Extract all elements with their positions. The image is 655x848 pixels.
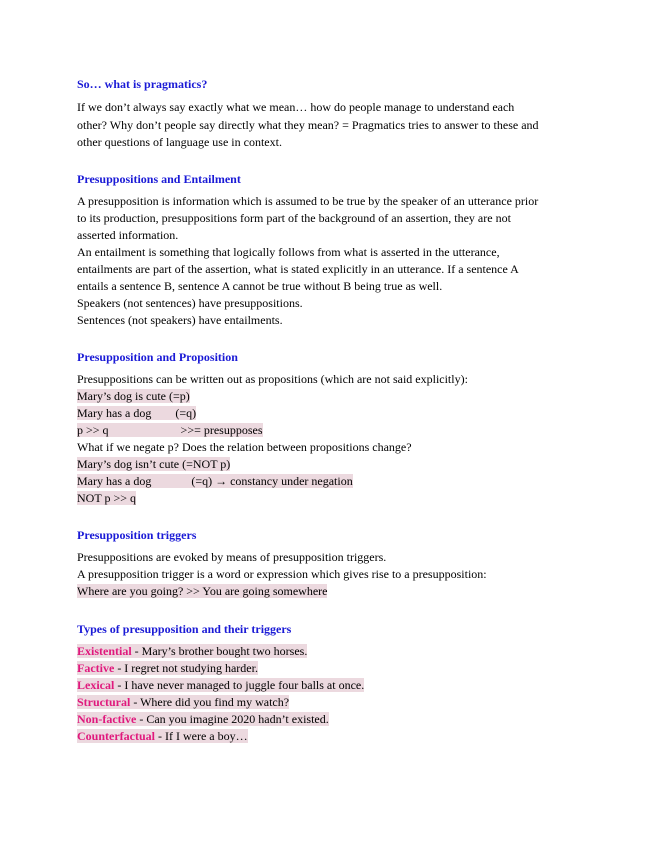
type-line-existential — [77, 643, 307, 660]
heading-presuppositions-entailment: Presuppositions and Entailment — [77, 172, 241, 186]
paragraph-line: Presuppositions are evoked by means of presupposition triggers. — [77, 550, 387, 564]
example-highlight — [77, 406, 196, 420]
type-label: Lexical — [77, 678, 115, 692]
type-line-lexical — [77, 677, 364, 694]
example-highlight: Mary’s dog isn’t cute (=NOT p) — [77, 457, 231, 471]
type-line-counterfactual — [77, 728, 248, 745]
type-example: - Mary’s brother bought two horses. — [131, 644, 308, 658]
paragraph-line: Presuppositions can be written out as propositions (which are not said explicitly): — [77, 372, 468, 386]
example-text: Mary has a dog — [77, 474, 152, 488]
type-label: Structural — [77, 695, 131, 709]
example-line — [77, 490, 136, 507]
type-line-non-factive — [77, 711, 329, 728]
example-text: (=q) — [175, 406, 197, 420]
paragraph-line: asserted information. — [77, 228, 179, 242]
example-line — [77, 388, 190, 405]
type-label: Existential — [77, 644, 132, 658]
type-example: - Where did you find my watch? — [130, 695, 290, 709]
type-example: - I regret not studying harder. — [114, 661, 258, 675]
paragraph-line: An entailment is something that logically follows from what is asserted in the utterance, — [77, 245, 500, 259]
type-label: Counterfactual — [77, 729, 155, 743]
paragraph-line: Sentences (not speakers) have entailments. — [77, 313, 283, 327]
type-highlight — [77, 661, 258, 675]
example-highlight — [77, 423, 263, 437]
example-line — [77, 473, 353, 490]
example-highlight: Mary’s dog is cute (=p) — [77, 389, 190, 403]
example-line — [77, 583, 327, 600]
heading-what-is-pragmatics: So… what is pragmatics? — [77, 77, 208, 91]
paragraph-line: to its production, presuppositions form part of the background of an assertion, they are not — [77, 211, 511, 225]
type-line-factive — [77, 660, 258, 677]
heading-types-of-presupposition: Types of presupposition and their triggers — [77, 622, 292, 636]
example-line — [77, 456, 230, 473]
paragraph-line: Speakers (not sentences) have presuppositions. — [77, 296, 303, 310]
type-example: - Can you imagine 2020 hadn’t existed. — [136, 712, 329, 726]
example-highlight: Where are you going? >> You are going somewhere — [77, 584, 328, 598]
paragraph-line: A presupposition is information which is assumed to be true by the speaker of an utterance prior — [77, 194, 539, 208]
example-text: >>= presupposes — [180, 423, 263, 437]
type-highlight — [77, 729, 248, 743]
example-text: Mary has a dog — [77, 406, 152, 420]
paragraph-line: What if we negate p? Does the relation between propositions change? — [77, 440, 412, 454]
example-text: (=q) → constancy under negation — [191, 474, 353, 488]
type-example: - I have never managed to juggle four balls at once. — [114, 678, 365, 692]
paragraph-line: other questions of language use in context. — [77, 135, 282, 149]
example-highlight: NOT p >> q — [77, 491, 136, 505]
type-highlight — [77, 695, 289, 709]
example-line — [77, 405, 196, 422]
paragraph-line: If we don’t always say exactly what we mean… how do people manage to understand each — [77, 100, 515, 114]
type-label: Non-factive — [77, 712, 137, 726]
type-highlight — [77, 712, 329, 726]
type-label: Factive — [77, 661, 115, 675]
example-text: p >> q — [77, 423, 109, 437]
type-example: - If I were a boy… — [155, 729, 248, 743]
type-line-structural — [77, 694, 289, 711]
heading-presupposition-triggers: Presupposition triggers — [77, 528, 197, 542]
example-line — [77, 422, 263, 439]
example-highlight — [77, 474, 353, 488]
type-highlight — [77, 678, 364, 692]
heading-presupposition-proposition: Presupposition and Proposition — [77, 350, 238, 364]
paragraph-line: entails a sentence B, sentence A cannot be true without B being true as well. — [77, 279, 443, 293]
paragraph-line: A presupposition trigger is a word or expression which gives rise to a presupposition: — [77, 567, 487, 581]
paragraph-line: entailments are part of the assertion, what is stated explicitly in an utterance. If a sentence A — [77, 262, 519, 276]
type-highlight — [77, 644, 307, 658]
paragraph-line: other? Why don’t people say directly what they mean? = Pragmatics tries to answer to these and — [77, 118, 539, 132]
